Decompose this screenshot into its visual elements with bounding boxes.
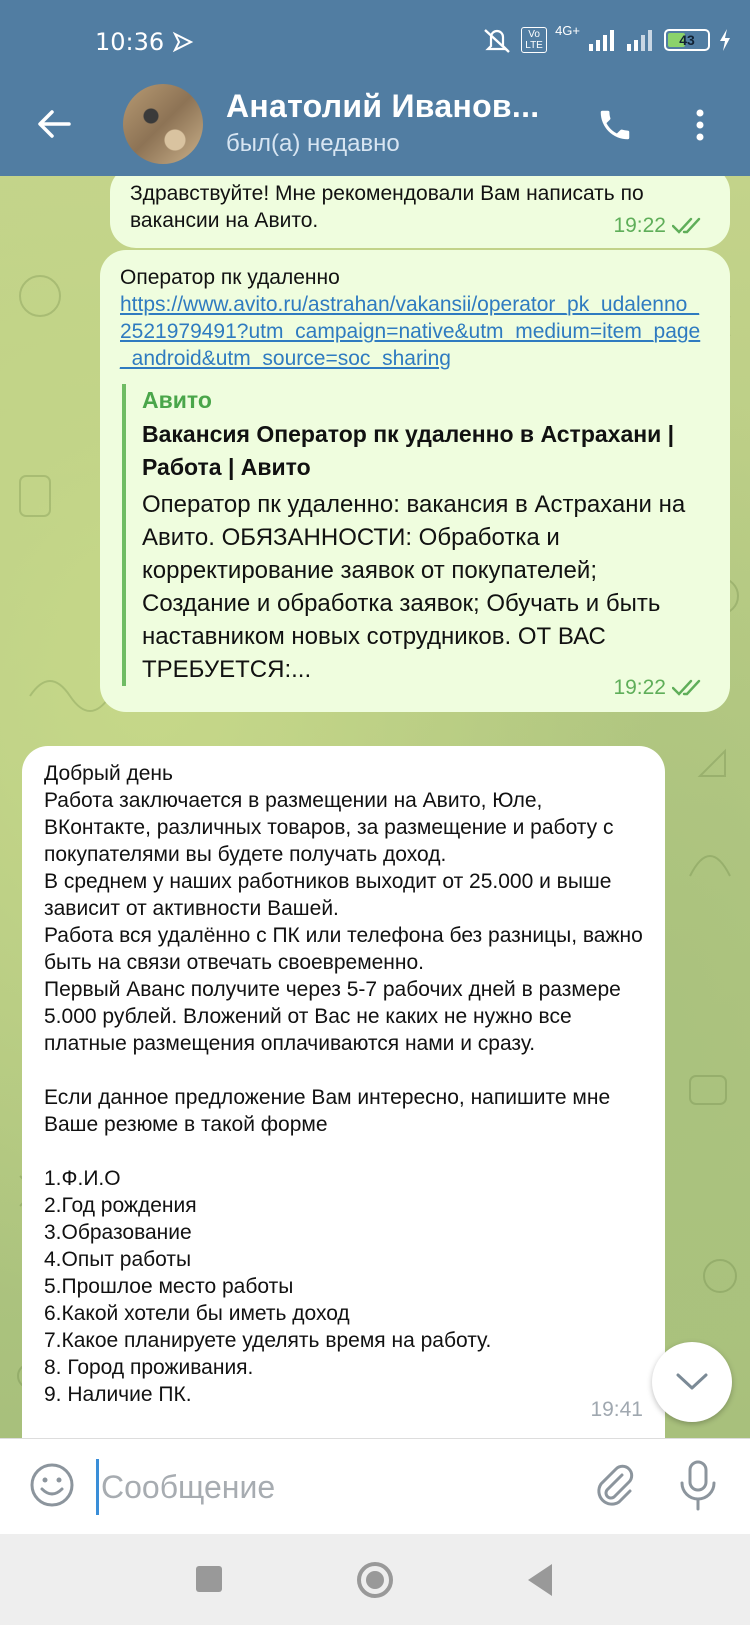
message-line: 7.Какое планируете уделять время на работу. [44,1329,492,1352]
preview-description: Оператор пк удаленно: вакансия в Астрахани на Авито. ОБЯЗАННОСТИ: Обработка и корректирование заявок от покупателей; Создание и обработка заявок; Обучать и быть наставником новых сотрудников. ОТ ВАС ТРЕБУЕТСЯ:... [142,491,686,683]
call-button[interactable] [590,100,640,150]
message-incoming-1[interactable] [22,746,665,1438]
message-line: 3.Образование [44,1221,192,1244]
message-text: Оператор пк удаленно [120,266,340,289]
message-line [44,1138,643,1165]
status-icons [481,22,732,54]
double-check-icon [672,217,704,235]
attach-button[interactable] [590,1461,640,1511]
recent-apps-button[interactable] [196,1566,222,1592]
microphone-button[interactable] [676,1459,726,1513]
message-line: 9. Наличие ПК. [44,1383,192,1406]
chevron-down-icon [675,1372,709,1392]
message-outgoing-2[interactable] [100,250,730,712]
battery-percent: 43 [679,32,695,48]
mute-icon [481,26,513,54]
microphone-icon [676,1459,720,1513]
message-line: 8. Город проживания. [44,1356,254,1379]
emoji-button[interactable] [28,1461,78,1511]
message-time: 19:22 [613,214,666,237]
volte-badge: Vo LTE [521,27,547,53]
double-check-icon [672,679,704,697]
status-time [95,28,194,56]
message-input[interactable] [96,1459,576,1515]
preview-title: Вакансия Оператор пк удаленно в Астрахани | Работа | Авито [142,421,675,480]
navigation-icon [172,31,194,53]
more-vertical-icon [695,108,705,142]
message-line: Работа заключается в размещении на Авито, Юле, ВКонтакте, различных товаров, за размещение и работу с покупателями вы будете получать доход. [44,789,620,866]
message-link[interactable]: https://www.avito.ru/astrahan/vakansii/operator_pk_udalenno_2521979491?utm_campaign=native&utm_medium=item_page_android&utm_source=soc_sharing [120,293,701,370]
emoji-icon [28,1461,76,1509]
link-preview[interactable] [122,384,710,686]
back-button[interactable] [30,100,78,148]
scroll-down-button[interactable] [652,1342,732,1422]
message-outgoing-1[interactable] [110,176,730,248]
contact-name[interactable]: Анатолий Иванов... [226,88,540,124]
charging-icon [718,28,732,52]
message-meta [613,674,704,701]
message-line: 2.Год рождения [44,1194,197,1217]
message-time: 19:41 [590,1398,643,1421]
message-text [44,760,649,1408]
home-button[interactable] [357,1562,393,1598]
message-line: 5.Прошлое место работы [44,1275,294,1298]
message-line: Если данное предложение Вам интересно, напишите мне Ваше резюме в такой форме [44,1086,616,1136]
signal-2-icon [626,28,656,52]
message-meta [613,212,704,239]
system-back-button[interactable] [528,1564,552,1596]
message-time: 19:22 [613,676,666,699]
contact-status: был(а) недавно [226,130,400,157]
phone-icon [596,106,634,144]
arrow-left-icon [37,109,71,139]
chat-area[interactable] [0,176,750,1438]
clock: 10:36 [95,28,165,56]
battery-icon [664,29,710,51]
message-line: Добрый день [44,762,173,785]
avatar[interactable] [123,84,203,164]
message-line [44,1057,643,1084]
paperclip-icon [590,1461,638,1509]
message-text: Здравствуйте! Мне рекомендовали Вам написать по вакансии на Авито. [130,182,650,232]
signal-icon [588,28,618,52]
message-line: 4.Опыт работы [44,1248,192,1271]
network-type: 4G+ [555,22,580,38]
message-line: 6.Какой хотели бы иметь доход [44,1302,350,1325]
status-bar [0,0,750,84]
message-line: Работа вся удалённо с ПК или телефона без разницы, важно быть на связи отвечать своевременно. [44,924,649,974]
preview-site: Авито [142,387,212,413]
message-line: 1.Ф.И.О [44,1167,121,1190]
more-button[interactable] [680,100,720,150]
message-input-bar [0,1438,750,1534]
message-line: В среднем у наших работников выходит от 25.000 и выше зависит от активности Вашей. [44,870,618,920]
chat-header [0,0,750,176]
message-line: Первый Аванс получите через 5-7 рабочих дней в размере 5.000 рублей. Вложений от Вас не каких не нужно все платные размещения оплачиваются нами и сразу. [44,978,627,1055]
